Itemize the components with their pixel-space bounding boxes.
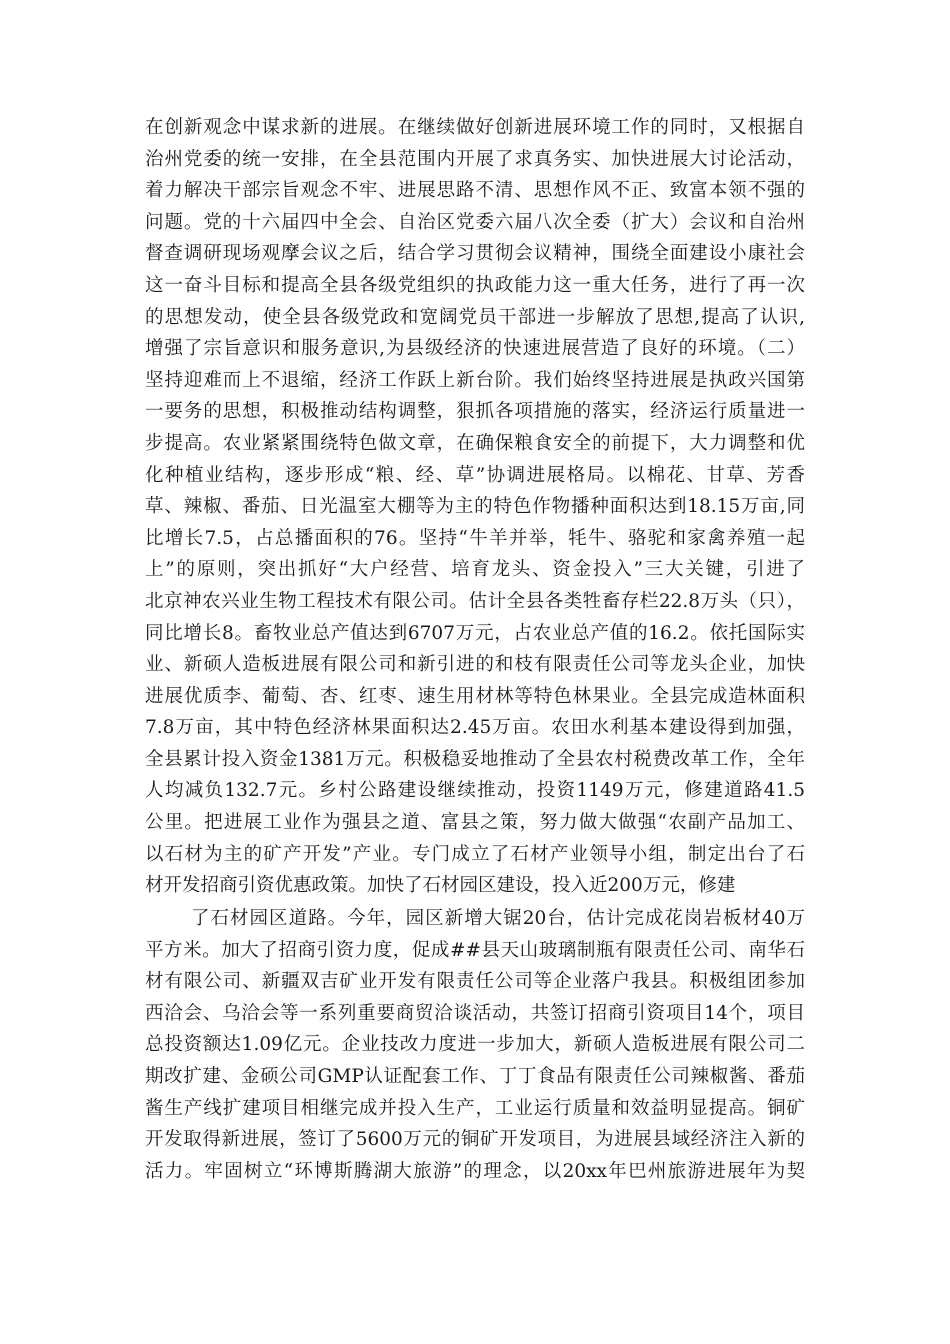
- text-line: 平方米。加大了招商引资力度，促成##县天山玻璃制瓶有限责任公司、南华石: [145, 939, 805, 961]
- text-line: 一要务的思想，积极推动结构调整，狠抓各项措施的落实，经济运行质量进一: [145, 401, 805, 423]
- text-line: 增强了宗旨意识和服务意识,为县级经济的快速进展营造了良好的环境。（二）: [145, 338, 805, 360]
- text-line: 问题。党的十六届四中全会、自治区党委六届八次全委（扩大）会议和自治州: [145, 211, 805, 233]
- text-line: 了石材园区道路。今年，园区新增大锯20台，估计完成花岗岩板材40万: [191, 908, 805, 929]
- body-paragraph-1: [145, 112, 805, 902]
- text-line: 的思想发动，使全县各级党政和宽阔党员干部进一步解放了思想,提高了认识,: [145, 306, 805, 328]
- text-line: 酱生产线扩建项目相继完成并投入生产，工业运行质量和效益明显提高。铜矿: [145, 1097, 805, 1119]
- text-line: 开发取得新进展，签订了5600万元的铜矿开发项目，为进展县域经济注入新的: [145, 1129, 805, 1151]
- text-line: 督查调研现场观摩会议之后，结合学习贯彻会议精神，围绕全面建设小康社会: [145, 243, 805, 265]
- text-line: 上”的原则，突出抓好“大户经营、培育龙头、资金投入”三大关键，引进了: [145, 559, 805, 581]
- text-line: 坚持迎难而上不退缩，经济工作跃上新台阶。我们始终坚持进展是执政兴国第: [145, 369, 805, 391]
- text-line: 在创新观念中谋求新的进展。在继续做好创新进展环境工作的同时，又根据自: [145, 117, 805, 138]
- text-line: 业、新硕人造板进展有限公司和新引进的和枝有限责任公司等龙头企业，加快: [145, 654, 805, 676]
- text-line: 化种植业结构，逐步形成“粮、经、草”协调进展格局。以棉花、甘草、芳香: [145, 464, 805, 486]
- text-line: 7.8万亩，其中特色经济林果面积达2.45万亩。农田水利基本建设得到加强，: [145, 717, 805, 739]
- text-line: 公里。把进展工业作为强县之道、富县之策，努力做大做强“农副产品加工、: [145, 812, 805, 834]
- text-line: 治州党委的统一安排，在全县范围内开展了求真务实、加快进展大讨论活动，: [145, 148, 805, 170]
- text-line: 步提高。农业紧紧围绕特色做文章，在确保粮食安全的前提下，大力调整和优: [145, 432, 805, 454]
- text-line: 这一奋斗目标和提高全县各级党组织的执政能力这一重大任务，进行了再一次: [145, 274, 805, 296]
- text-line: 比增长7.5，占总播面积的76。坚持“牛羊并举，牦牛、骆驼和家禽养殖一起: [145, 527, 805, 549]
- text-line: 人均减负132.7元。乡村公路建设继续推动，投资1149万元，修建道路41.5: [145, 780, 805, 802]
- text-line: 活力。牢固树立“环博斯腾湖大旅游”的理念，以20xx年巴州旅游进展年为契: [145, 1160, 805, 1182]
- text-line: 同比增长8。畜牧业总产值达到6707万元，占农业总产值的16.2。依托国际实: [145, 622, 805, 644]
- text-line: 以石材为主的矿产开发”产业。专门成立了石材产业领导小组，制定出台了石: [145, 843, 805, 865]
- text-line: 草、辣椒、番茄、日光温室大棚等为主的特色作物播种面积达到18.15万亩,同: [145, 496, 805, 518]
- text-line: 材开发招商引资优惠政策。加快了石材园区建设，投入近200万元，修建: [145, 875, 736, 897]
- text-line: 全县累计投入资金1381万元。积极稳妥地推动了全县农村税费改革工作，全年: [145, 748, 805, 770]
- text-line: 西洽会、乌洽会等一系列重要商贸洽谈活动，共签订招商引资项目14个，项目: [145, 1002, 805, 1024]
- text-line: 期改扩建、金硕公司GMP认证配套工作、丁丁食品有限责任公司辣椒酱、番茄: [145, 1065, 805, 1087]
- text-line: 北京神农兴业生物工程技术有限公司。估计全县各类牲畜存栏22.8万头（只），: [145, 590, 805, 612]
- body-paragraph-2: [145, 903, 805, 1187]
- text-line: 总投资额达1.09亿元。企业技改力度进一步加大，新硕人造板进展有限公司二: [145, 1034, 805, 1056]
- text-line: 着力解决干部宗旨观念不牢、进展思路不清、思想作风不正、致富本领不强的: [145, 180, 805, 202]
- text-line: 材有限公司、新疆双吉矿业开发有限责任公司等企业落户我县。积极组团参加: [145, 971, 805, 993]
- text-line: 进展优质李、葡萄、杏、红枣、速生用材林等特色林果业。全县完成造林面积: [145, 685, 805, 707]
